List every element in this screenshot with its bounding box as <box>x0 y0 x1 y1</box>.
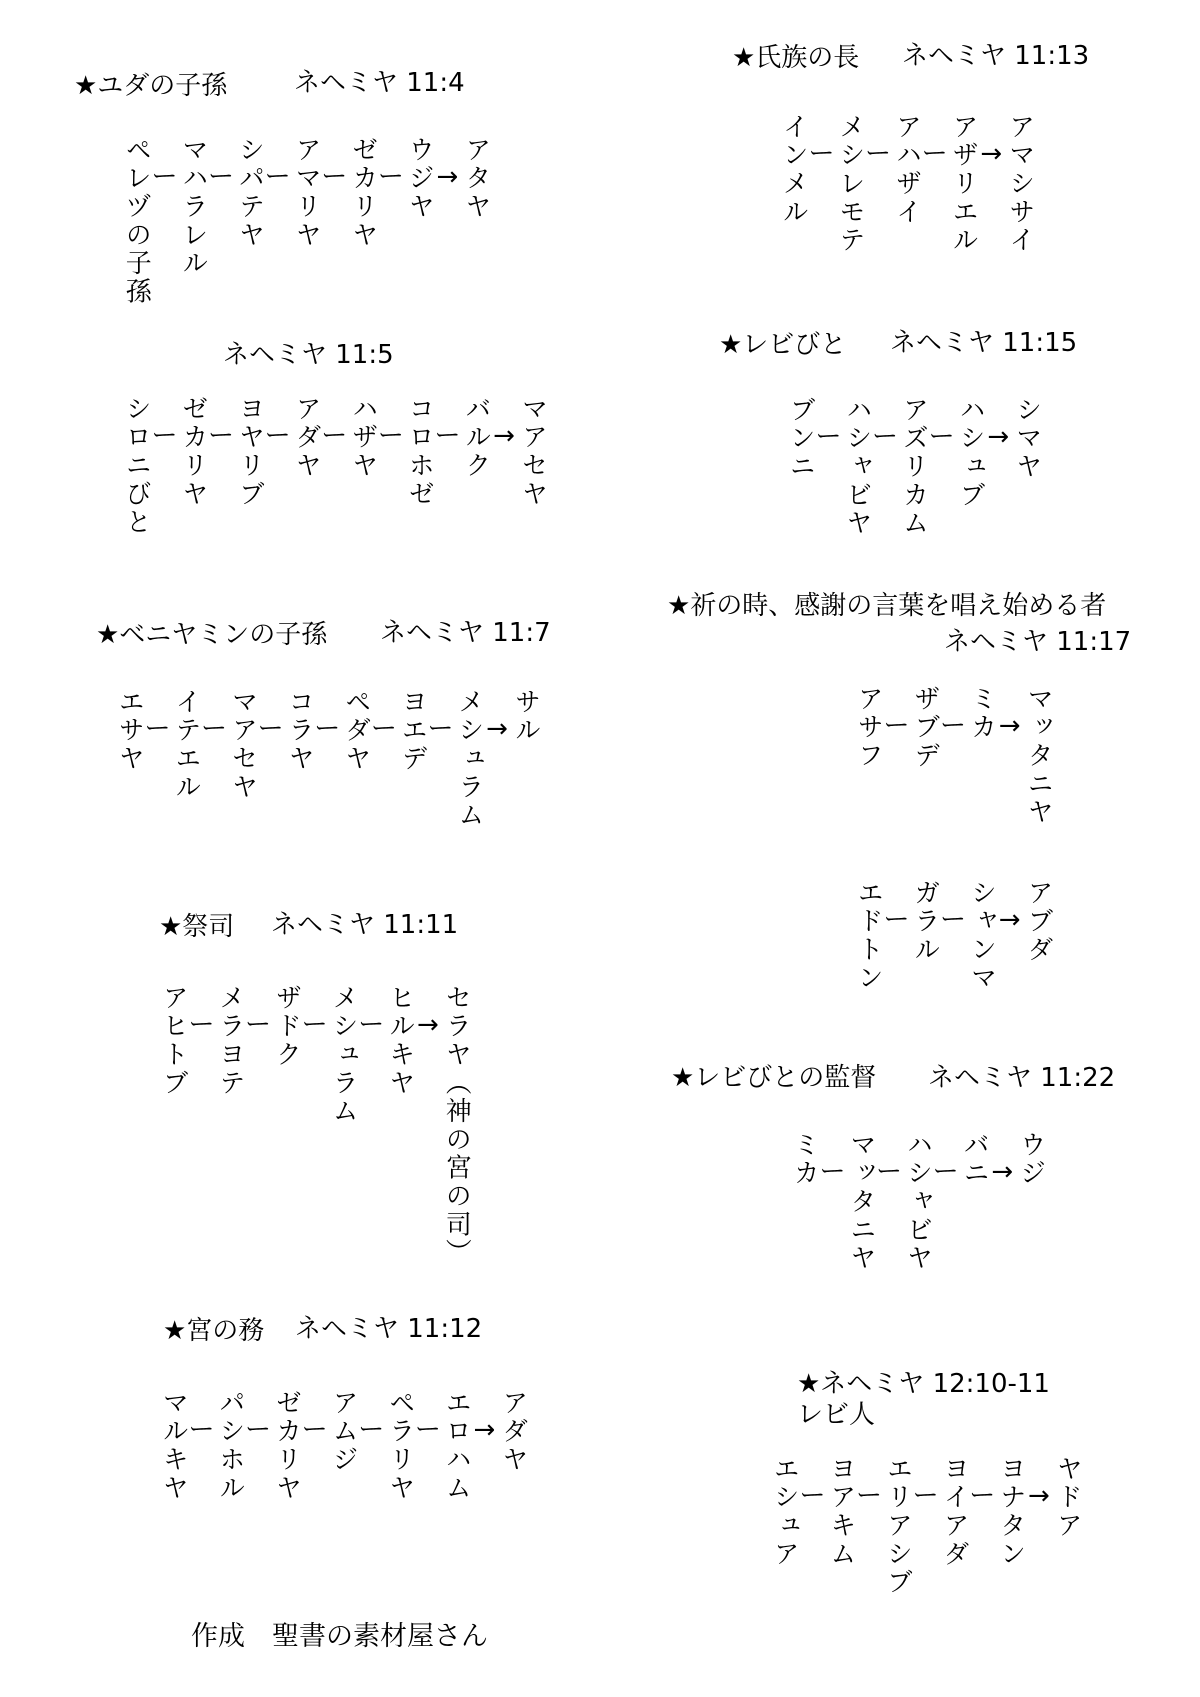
lineage-connector: ー <box>377 421 404 452</box>
lineage-name: メシュラム <box>328 984 359 1126</box>
lineage-name: ペラリヤ <box>384 1389 415 1503</box>
lineage-name: シパテヤ <box>234 136 265 250</box>
lineage-connector: ー <box>201 714 228 745</box>
lineage-connector: ー <box>876 1157 903 1188</box>
lineage-name: ブンニ <box>785 396 816 481</box>
lineage-name: ゼカリヤ <box>271 1389 302 1503</box>
scripture-reference: ネヘミヤ 11:12 <box>295 1314 483 1344</box>
lineage-name: イテエル <box>170 688 201 802</box>
lineage-name: ミカ <box>966 685 997 742</box>
lineage-arrow: → <box>436 162 459 193</box>
lineage-connector: ー <box>940 905 967 936</box>
lineage-connector: ー <box>321 162 348 193</box>
section-title: ★ネヘミヤ 12:10-11 <box>797 1369 1050 1399</box>
lineage-name: アズリカム <box>898 396 929 538</box>
lineage-connector: ー <box>208 421 235 452</box>
lineage-name: ウジ <box>1015 1131 1046 1188</box>
lineage-connector: ー <box>245 1415 272 1446</box>
lineage-name: ハシャビヤ <box>902 1131 933 1273</box>
lineage-name: ヨナタン <box>995 1455 1026 1569</box>
scripture-reference: ネヘミヤ 11:22 <box>928 1063 1116 1093</box>
scripture-reference: ネヘミヤ 11:5 <box>223 340 394 370</box>
lineage-name: アサフ <box>853 685 884 770</box>
lineage-name: ハシャビヤ <box>841 396 872 538</box>
lineage-connector: ー <box>883 711 910 742</box>
lineage-name: アハザイ <box>891 113 922 227</box>
lineage-name: エロハム <box>441 1389 472 1503</box>
lineage-connector: ー <box>928 422 955 453</box>
lineage-name: エリアシブ <box>882 1455 913 1597</box>
section-title: ★祈の時、感謝の言葉を唱え始める者 <box>667 591 1107 621</box>
lineage-connector: ー <box>912 1481 939 1512</box>
lineage-name: アムジ <box>328 1389 359 1474</box>
lineage-arrow: → <box>486 714 508 745</box>
section-title: ★レビびとの監督 <box>671 1063 877 1093</box>
lineage-name: セラヤ（神の宮の司） <box>441 984 472 1267</box>
lineage-connector: ー <box>245 1010 272 1041</box>
lineage-name: ミカ <box>789 1131 820 1188</box>
section-subtitle: レビ人 <box>797 1400 876 1430</box>
lineage-arrow: → <box>1027 1481 1050 1512</box>
lineage-connector: ー <box>151 421 178 452</box>
scripture-reference: ネヘミヤ 11:13 <box>902 41 1090 71</box>
lineage-name: マアセヤ <box>227 688 258 802</box>
lineage-name: ザドク <box>271 984 302 1069</box>
lineage-name: アブダ <box>1023 879 1054 964</box>
lineage-connector: ー <box>257 714 284 745</box>
lineage-connector: ー <box>921 139 948 170</box>
scripture-reference: ネヘミヤ 11:7 <box>380 618 551 648</box>
lineage-name: ヒルキヤ <box>384 984 415 1098</box>
lineage-name: エサヤ <box>114 688 145 773</box>
lineage-name: マッタニヤ <box>845 1131 876 1273</box>
lineage-arrow: → <box>991 1157 1014 1188</box>
lineage-connector: ー <box>872 422 899 453</box>
lineage-connector: ー <box>301 1010 328 1041</box>
lineage-name: メラヨテ <box>214 984 245 1098</box>
lineage-connector: ー <box>264 162 291 193</box>
scripture-reference: ネヘミヤ 11:17 <box>944 627 1132 657</box>
lineage-name: コラヤ <box>284 688 315 773</box>
lineage-name: ザブデ <box>909 685 940 770</box>
lineage-name: ペダヤ <box>340 688 371 773</box>
footer-credit: 作成 聖書の素材屋さん <box>191 1621 488 1652</box>
lineage-name: アタヤ <box>460 136 491 221</box>
lineage-name: エドトン <box>853 879 884 993</box>
lineage-name: アヒトブ <box>158 984 189 1098</box>
lineage-connector: ー <box>969 1481 996 1512</box>
lineage-connector: ー <box>370 714 397 745</box>
lineage-name: ヨエデ <box>397 688 428 773</box>
lineage-name: ヤドア <box>1052 1455 1083 1540</box>
lineage-arrow: → <box>416 1010 439 1041</box>
lineage-arrow: → <box>493 421 515 452</box>
lineage-connector: ー <box>815 422 842 453</box>
lineage-name: シャンマ <box>966 879 997 993</box>
lineage-name: ガラル <box>909 879 940 964</box>
lineage-connector: ー <box>188 1010 215 1041</box>
lineage-connector: ー <box>883 905 910 936</box>
lineage-name: マルキヤ <box>158 1389 189 1503</box>
lineage-name: パシホル <box>214 1389 245 1503</box>
lineage-name: マッタニヤ <box>1023 685 1054 827</box>
lineage-connector: ー <box>208 162 235 193</box>
lineage-arrow: → <box>473 1415 496 1446</box>
lineage-name: インメル <box>778 113 809 227</box>
lineage-connector: ー <box>358 1010 385 1041</box>
lineage-name: ヨイアダ <box>939 1455 970 1569</box>
lineage-arrow: → <box>980 139 1003 170</box>
lineage-name: ウジヤ <box>404 136 435 221</box>
scripture-reference: ネヘミヤ 11:15 <box>890 328 1078 358</box>
lineage-name: バルク <box>460 395 491 480</box>
lineage-name: ハザヤ <box>347 395 378 480</box>
lineage-name: ヨアキム <box>825 1455 856 1569</box>
lineage-connector: ー <box>808 139 835 170</box>
lineage-name: シロニびと <box>121 395 152 537</box>
lineage-arrow: → <box>998 905 1021 936</box>
lineage-name: アマシサイ <box>1004 113 1035 255</box>
lineage-connector: ー <box>314 714 341 745</box>
lineage-arrow: → <box>998 711 1021 742</box>
lineage-connector: ー <box>932 1157 959 1188</box>
lineage-name: ペレヅの子孫 <box>121 136 152 306</box>
lineage-connector: ー <box>865 139 892 170</box>
scripture-reference: ネヘミヤ 11:4 <box>294 68 465 98</box>
lineage-connector: ー <box>144 714 171 745</box>
lineage-connector: ー <box>856 1481 883 1512</box>
lineage-name: ヨヤリブ <box>234 395 265 509</box>
lineage-connector: ー <box>301 1415 328 1446</box>
lineage-name: アダヤ <box>291 395 322 480</box>
lineage-name: ゼカリヤ <box>347 136 378 250</box>
lineage-name: マアセヤ <box>517 395 548 509</box>
section-title: ★ユダの子孫 <box>74 71 228 101</box>
section-title: ★氏族の長 <box>732 43 860 73</box>
scripture-reference: ネヘミヤ 11:11 <box>271 910 459 940</box>
lineage-name: アダヤ <box>497 1389 528 1474</box>
lineage-name: メシレモテ <box>834 113 865 255</box>
lineage-connector: ー <box>377 162 404 193</box>
lineage-connector: ー <box>188 1415 215 1446</box>
lineage-name: アマリヤ <box>291 136 322 250</box>
lineage-name: ハシュブ <box>955 396 986 510</box>
lineage-connector: ー <box>819 1157 846 1188</box>
section-title: ★宮の務 <box>163 1316 265 1346</box>
lineage-connector: ー <box>358 1415 385 1446</box>
lineage-connector: ー <box>264 421 291 452</box>
lineage-connector: ー <box>427 714 454 745</box>
lineage-connector: ー <box>799 1481 826 1512</box>
lineage-name: エシュア <box>769 1455 800 1569</box>
lineage-name: コロホゼ <box>404 395 435 509</box>
lineage-connector: ー <box>434 421 461 452</box>
lineage-name: アザリエル <box>948 113 979 255</box>
lineage-connector: ー <box>414 1415 441 1446</box>
section-title: ★レビびと <box>719 330 847 360</box>
lineage-connector: ー <box>940 711 967 742</box>
lineage-name: バニ <box>959 1131 990 1188</box>
lineage-name: マハラレル <box>177 136 208 278</box>
lineage-name: ゼカリヤ <box>177 395 208 509</box>
lineage-connector: ー <box>151 162 178 193</box>
section-title: ★祭司 <box>159 912 235 942</box>
lineage-arrow: → <box>987 422 1010 453</box>
lineage-name: メシュラム <box>453 688 484 830</box>
lineage-name: サル <box>510 688 541 745</box>
lineage-connector: ー <box>321 421 348 452</box>
lineage-name: シマヤ <box>1011 396 1042 481</box>
section-title: ★ベニヤミンの子孫 <box>96 620 328 650</box>
